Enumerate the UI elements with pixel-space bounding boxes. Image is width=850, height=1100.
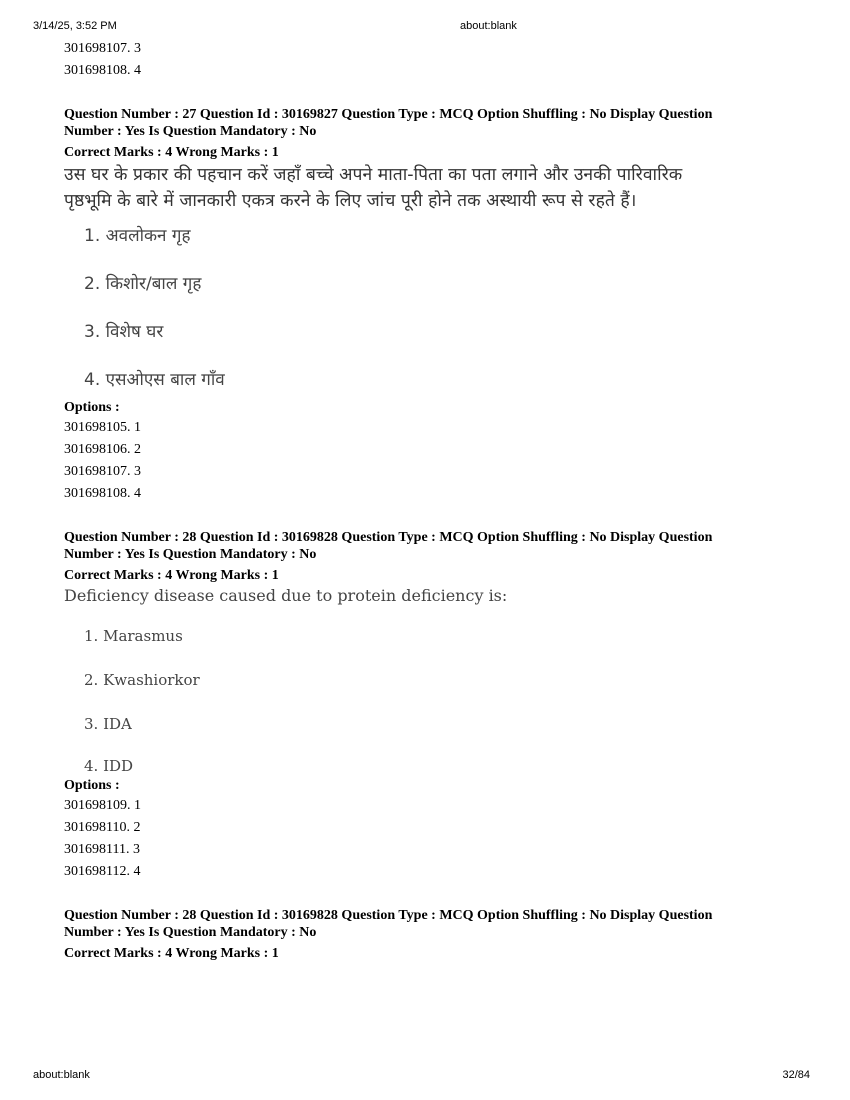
option-item: 301698106. 2: [64, 442, 141, 457]
question-image: [64, 586, 784, 777]
options-label: Options :: [64, 778, 120, 793]
choice-item: 4. एसओएस बाल गाँव: [84, 370, 225, 390]
question-text: उस घर के प्रकार की पहचान करें जहाँ बच्चे अपने माता-पिता का पता लगाने और उनकी पारिवारिक: [64, 165, 683, 185]
choice-item: 2. Kwashiorkor: [84, 671, 200, 689]
question-image: [64, 163, 784, 399]
question-meta: Number : Yes Is Question Mandatory : No: [64, 925, 317, 940]
option-item: 301698112. 4: [64, 864, 141, 879]
choice-item: 1. अवलोकन गृह: [84, 226, 191, 246]
question-28-repeat: [64, 907, 784, 962]
choice-item: 2. किशोर/बाल गृह: [84, 274, 202, 294]
option-item: 301698108. 4: [64, 63, 141, 78]
question-meta: Question Number : 28 Question Id : 30169828 Question Type : MCQ Option Shuffling : No Display Question: [64, 530, 713, 545]
print-url: about:blank: [460, 20, 517, 32]
option-item: 301698105. 1: [64, 420, 141, 435]
question-text: पृष्ठभूमि के बारे में जानकारी एकत्र करने के लिए जांच पूरी होने तक अस्थायी रूप से रहते हैं।: [64, 191, 637, 211]
choice-item: 3. विशेष घर: [84, 322, 164, 342]
question-28: [64, 529, 784, 883]
option-item: 301698107. 3: [64, 464, 141, 479]
question-marks: Correct Marks : 4 Wrong Marks : 1: [64, 568, 279, 583]
choice-item: 3. IDA: [84, 715, 132, 733]
choice-item: 1. Marasmus: [84, 627, 183, 645]
question-text: Deficiency disease caused due to protein deficiency is:: [64, 586, 508, 605]
choice-item: 4. IDD: [84, 757, 134, 775]
option-item: 301698110. 2: [64, 820, 141, 835]
question-meta: Number : Yes Is Question Mandatory : No: [64, 124, 317, 139]
print-datetime: 3/14/25, 3:52 PM: [33, 20, 117, 32]
options-label: Options :: [64, 400, 120, 415]
question-27: [64, 106, 784, 505]
option-item: 301698111. 3: [64, 842, 140, 857]
option-item: 301698109. 1: [64, 798, 141, 813]
question-marks: Correct Marks : 4 Wrong Marks : 1: [64, 145, 279, 160]
page-number: 32/84: [782, 1069, 810, 1081]
question-meta: Question Number : 27 Question Id : 30169827 Question Type : MCQ Option Shuffling : No Display Question: [64, 107, 713, 122]
question-meta: Number : Yes Is Question Mandatory : No: [64, 547, 317, 562]
option-item: 301698107. 3: [64, 41, 141, 56]
document-body: [64, 38, 784, 962]
question-marks: Correct Marks : 4 Wrong Marks : 1: [64, 946, 279, 961]
footer-url: about:blank: [33, 1069, 90, 1081]
option-item: 301698108. 4: [64, 486, 141, 501]
question-meta: Question Number : 28 Question Id : 30169828 Question Type : MCQ Option Shuffling : No Display Question: [64, 908, 713, 923]
